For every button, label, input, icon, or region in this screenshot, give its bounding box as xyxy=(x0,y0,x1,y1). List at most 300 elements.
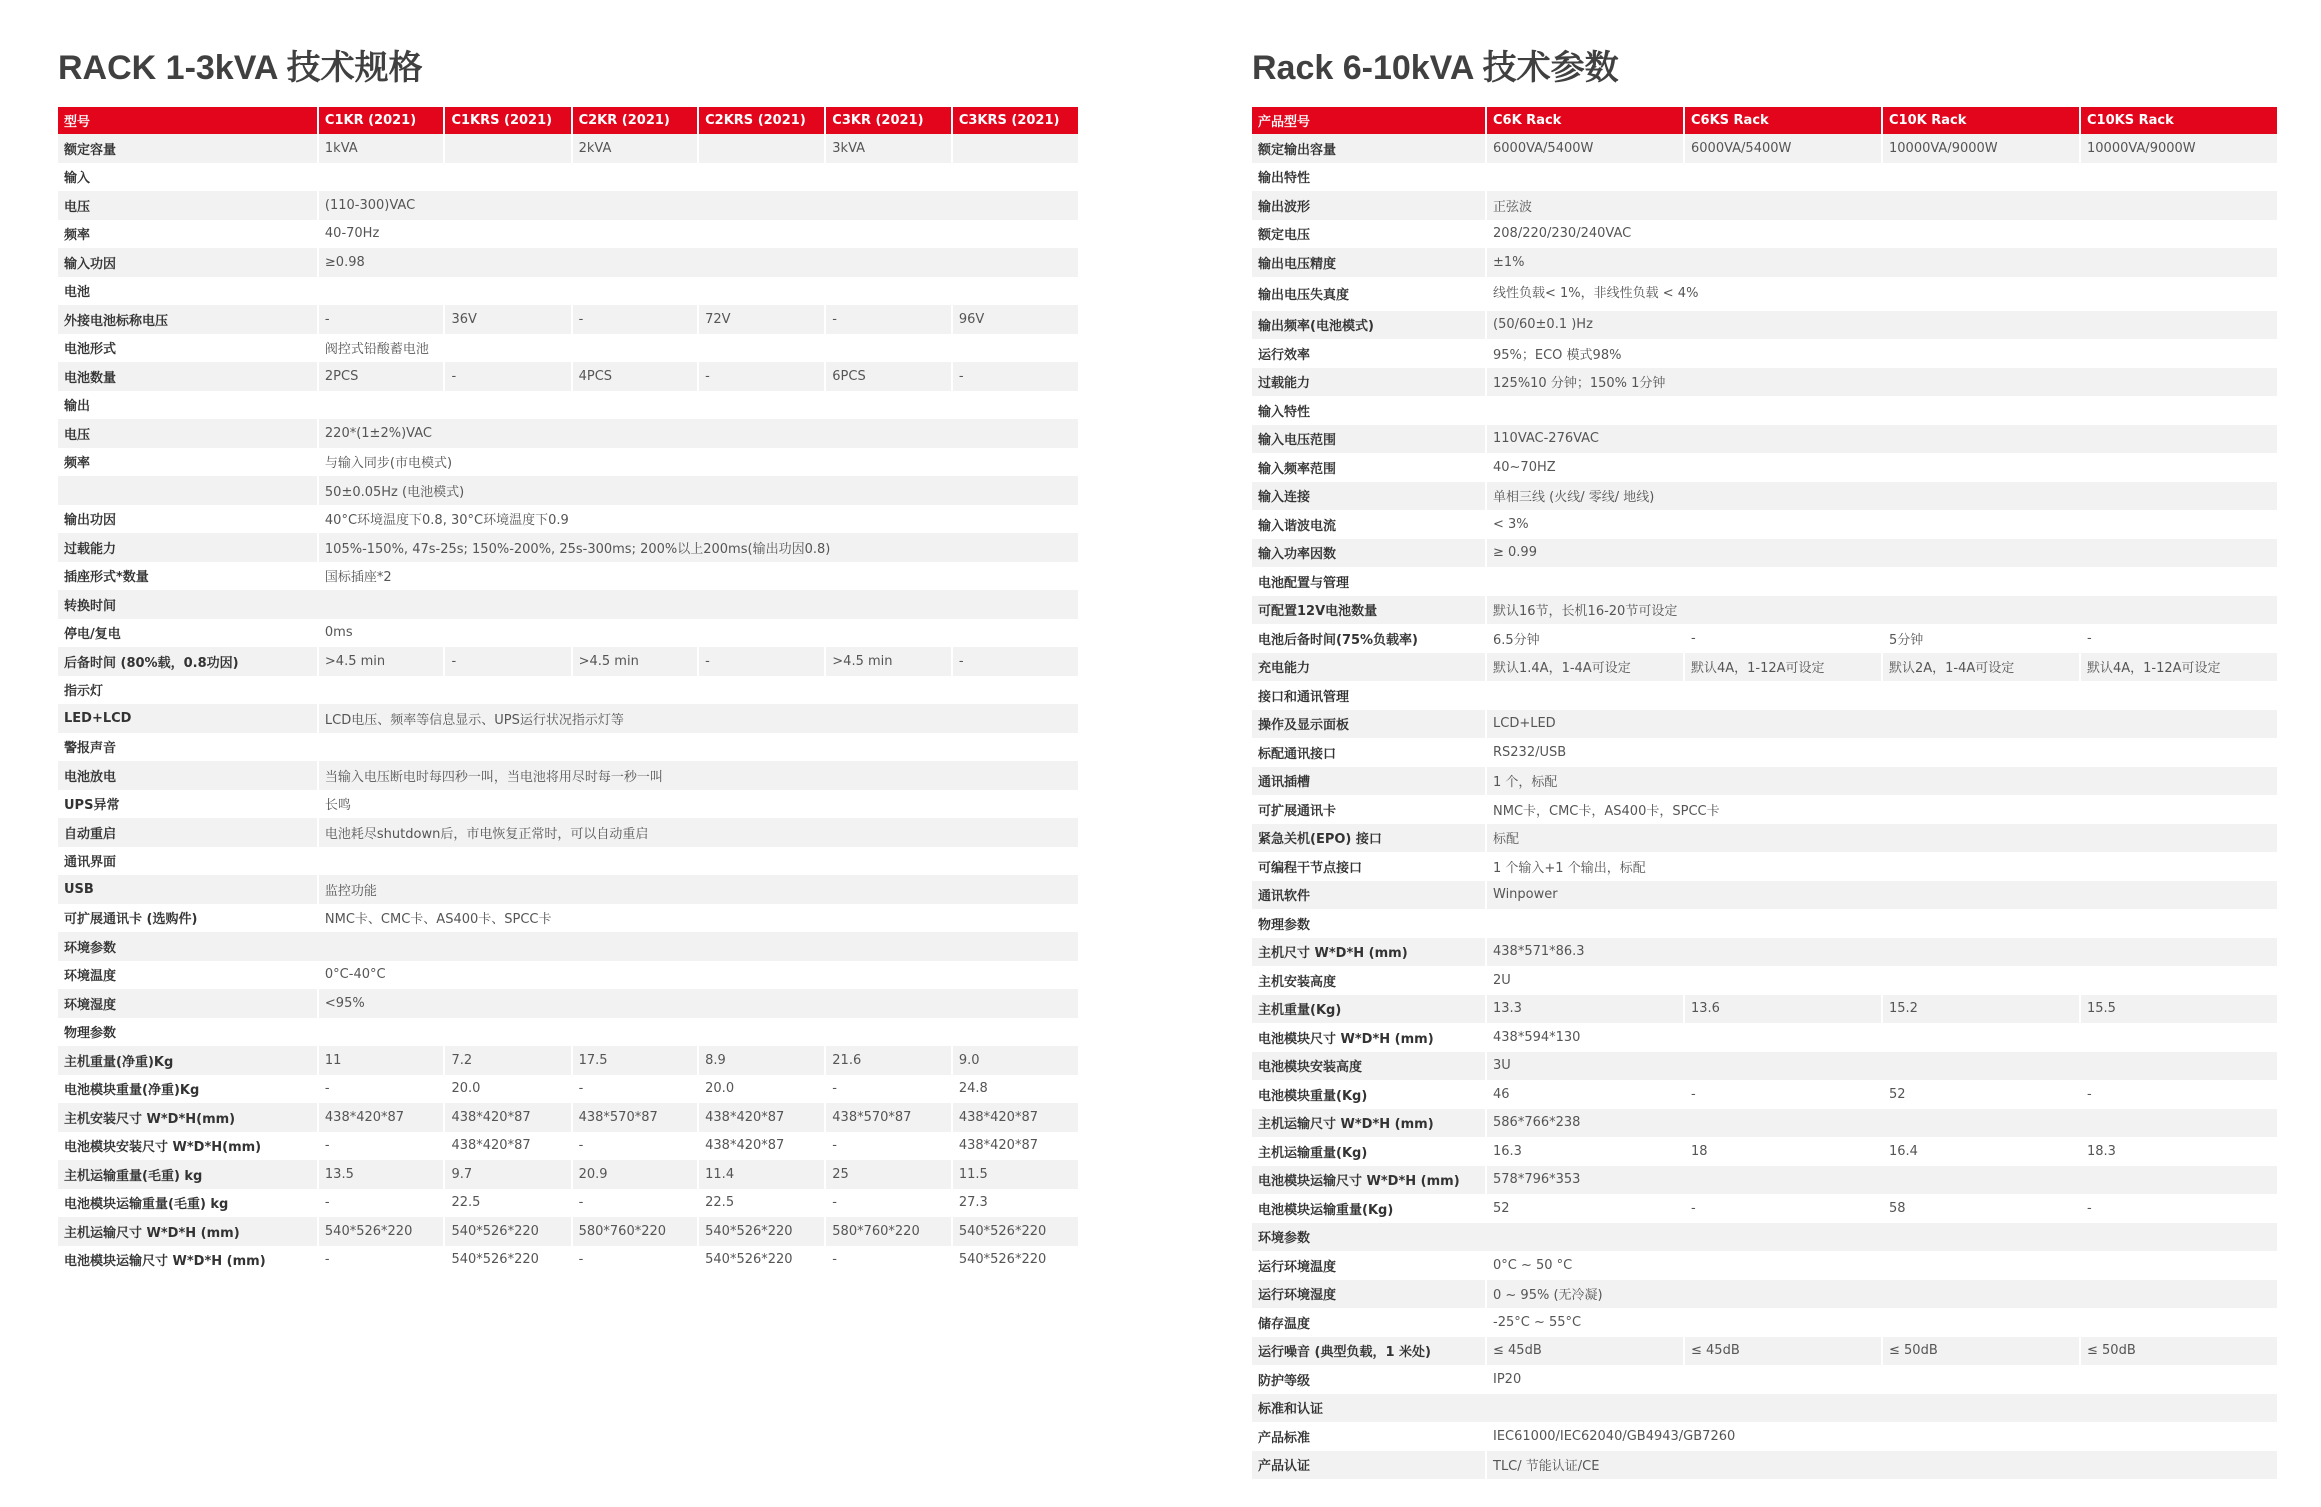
row-label: 标配通讯接口 xyxy=(1252,738,1485,767)
row-value: >4.5 min xyxy=(571,647,698,676)
row-value: 13.3 xyxy=(1485,995,1683,1024)
row-label: 主机运输尺寸 W*D*H (mm) xyxy=(58,1217,317,1246)
right-header-cell: C10KS Rack xyxy=(2079,107,2277,134)
table-row xyxy=(1252,482,2277,511)
row-label: 防护等级 xyxy=(1252,1365,1485,1394)
row-label: 主机安装高度 xyxy=(1252,966,1485,995)
left-header-cell: C1KR (2021) xyxy=(317,107,444,134)
row-value: 95%；ECO 模式98% xyxy=(1485,339,2277,368)
row-label: 主机运输重量(Kg) xyxy=(1252,1137,1485,1166)
row-label: 输入特性 xyxy=(1252,396,2277,425)
row-value: Winpower xyxy=(1485,881,2277,910)
row-value: 578*796*353 xyxy=(1485,1166,2277,1195)
left-header-cell: C3KR (2021) xyxy=(824,107,951,134)
row-value: 8.9 xyxy=(697,1046,824,1075)
row-value: - xyxy=(2079,1080,2277,1109)
right-header-cell: C6K Rack xyxy=(1485,107,1683,134)
table-row xyxy=(1252,368,2277,397)
section-row xyxy=(58,391,1078,420)
table-row xyxy=(58,562,1078,591)
row-label: 输出功因 xyxy=(58,505,317,534)
row-label: 运行噪音 (典型负载，1 米处) xyxy=(1252,1337,1485,1366)
row-value: 5分钟 xyxy=(1881,624,2079,653)
row-label: 主机运输重量(毛重) kg xyxy=(58,1160,317,1189)
row-value: 438*420*87 xyxy=(317,1103,444,1132)
row-value: 1 个输入+1 个输出，标配 xyxy=(1485,852,2277,881)
right-header-cell: 产品型号 xyxy=(1252,107,1485,134)
row-label: 停电/复电 xyxy=(58,619,317,648)
table-row xyxy=(58,419,1078,448)
row-value: 20.0 xyxy=(443,1075,570,1104)
row-value: 438*420*87 xyxy=(443,1132,570,1161)
left-header-cell: C2KRS (2021) xyxy=(697,107,824,134)
row-value: 96V xyxy=(951,305,1078,334)
section-row xyxy=(58,676,1078,705)
row-label: USB xyxy=(58,875,317,904)
row-value: 默认4A，1-12A可设定 xyxy=(2079,653,2277,682)
row-value: 72V xyxy=(697,305,824,334)
row-label: 外接电池标称电压 xyxy=(58,305,317,334)
table-row xyxy=(1252,966,2277,995)
row-value: - xyxy=(317,1132,444,1161)
row-value: 6PCS xyxy=(824,362,951,391)
table-row xyxy=(1252,339,2277,368)
row-value: - xyxy=(1683,1194,1881,1223)
table-row xyxy=(58,334,1078,363)
row-value: - xyxy=(824,1075,951,1104)
row-value: 16.4 xyxy=(1881,1137,2079,1166)
row-label: 电池模块运输重量(毛重) kg xyxy=(58,1189,317,1218)
section-row xyxy=(58,932,1078,961)
row-value: >4.5 min xyxy=(317,647,444,676)
table-row xyxy=(58,1132,1078,1161)
table-row xyxy=(1252,795,2277,824)
section-row xyxy=(1252,681,2277,710)
row-value: 3U xyxy=(1485,1052,2277,1081)
row-value: - xyxy=(824,1132,951,1161)
row-value: - xyxy=(571,305,698,334)
row-value: 11.4 xyxy=(697,1160,824,1189)
row-value: >4.5 min xyxy=(824,647,951,676)
table-row xyxy=(58,134,1078,163)
row-value: - xyxy=(824,305,951,334)
table-row xyxy=(1252,1422,2277,1451)
row-value: 13.6 xyxy=(1683,995,1881,1024)
row-value: 540*526*220 xyxy=(443,1217,570,1246)
row-value: 18 xyxy=(1683,1137,1881,1166)
table-row xyxy=(58,904,1078,933)
table-row xyxy=(1252,1194,2277,1223)
row-label: 额定容量 xyxy=(58,134,317,163)
row-value: 540*526*220 xyxy=(317,1217,444,1246)
row-value xyxy=(443,134,570,163)
row-value: 438*571*86.3 xyxy=(1485,938,2277,967)
row-label: 环境参数 xyxy=(58,932,1078,961)
row-label: 后备时间 (80%载，0.8功因) xyxy=(58,647,317,676)
row-value: 13.5 xyxy=(317,1160,444,1189)
right-header-cell: C10K Rack xyxy=(1881,107,2079,134)
row-value: 438*594*130 xyxy=(1485,1023,2277,1052)
row-value: 40°C环境温度下0.8, 30°C环境温度下0.9 xyxy=(317,505,1078,534)
row-label: 运行环境湿度 xyxy=(1252,1280,1485,1309)
row-label: 储存温度 xyxy=(1252,1308,1485,1337)
section-row xyxy=(58,847,1078,876)
row-value: - xyxy=(824,1246,951,1275)
row-value: 与输入同步(市电模式) xyxy=(317,448,1078,477)
row-value: 540*526*220 xyxy=(951,1246,1078,1275)
table-row xyxy=(1252,248,2277,277)
table-row xyxy=(58,533,1078,562)
table-row xyxy=(1252,453,2277,482)
row-value: ≤ 50dB xyxy=(1881,1337,2079,1366)
row-value: 正弦波 xyxy=(1485,191,2277,220)
row-label: 产品标准 xyxy=(1252,1422,1485,1451)
row-value: 0 ~ 95% (无冷凝) xyxy=(1485,1280,2277,1309)
row-value: 3kVA xyxy=(824,134,951,163)
row-label: 插座形式*数量 xyxy=(58,562,317,591)
right-header-row xyxy=(1252,107,2277,134)
table-row xyxy=(58,1075,1078,1104)
row-label: 接口和通讯管理 xyxy=(1252,681,2277,710)
row-value: 20.0 xyxy=(697,1075,824,1104)
table-row xyxy=(1252,1023,2277,1052)
table-row xyxy=(58,1189,1078,1218)
table-row xyxy=(1252,1109,2277,1138)
row-value: 438*420*87 xyxy=(443,1103,570,1132)
row-value: 0°C-40°C xyxy=(317,961,1078,990)
row-value: 0ms xyxy=(317,619,1078,648)
row-label: 主机重量(净重)Kg xyxy=(58,1046,317,1075)
table-row xyxy=(1252,425,2277,454)
table-row xyxy=(1252,824,2277,853)
row-value: 438*420*87 xyxy=(951,1132,1078,1161)
row-value: - xyxy=(2079,1194,2277,1223)
table-row xyxy=(1252,277,2277,311)
table-row xyxy=(58,1046,1078,1075)
row-label: 电池模块运输尺寸 W*D*H (mm) xyxy=(58,1246,317,1275)
row-label: 警报声音 xyxy=(58,733,1078,762)
row-value: 50±0.05Hz (电池模式) xyxy=(317,476,1078,505)
table-row xyxy=(58,505,1078,534)
table-row xyxy=(1252,1080,2277,1109)
table-row xyxy=(58,961,1078,990)
left-header-cell: C2KR (2021) xyxy=(571,107,698,134)
row-value: - xyxy=(317,305,444,334)
row-value: 586*766*238 xyxy=(1485,1109,2277,1138)
row-label: 电池后备时间(75%负载率) xyxy=(1252,624,1485,653)
row-label: 过载能力 xyxy=(58,533,317,562)
row-value: <95% xyxy=(317,989,1078,1018)
row-value: 15.2 xyxy=(1881,995,2079,1024)
row-value: 默认16节，长机16-20节可设定 xyxy=(1485,596,2277,625)
row-value: LCD电压、频率等信息显示、UPS运行状况指示灯等 xyxy=(317,704,1078,733)
row-value: 9.7 xyxy=(443,1160,570,1189)
row-value: 18.3 xyxy=(2079,1137,2277,1166)
row-value: < 3% xyxy=(1485,510,2277,539)
row-value: 36V xyxy=(443,305,570,334)
row-value: 6000VA/5400W xyxy=(1485,134,1683,163)
row-value: 438*420*87 xyxy=(697,1103,824,1132)
row-label: 电池模块重量(Kg) xyxy=(1252,1080,1485,1109)
row-label: 运行环境温度 xyxy=(1252,1251,1485,1280)
row-value: ±1% xyxy=(1485,248,2277,277)
row-value: 阀控式铅酸蓄电池 xyxy=(317,334,1078,363)
table-row xyxy=(1252,995,2277,1024)
table-row xyxy=(1252,938,2277,967)
table-row xyxy=(58,647,1078,676)
row-label: 电池模块安装高度 xyxy=(1252,1052,1485,1081)
table-row xyxy=(1252,596,2277,625)
row-value xyxy=(697,134,824,163)
row-value: 1kVA xyxy=(317,134,444,163)
table-row xyxy=(58,761,1078,790)
table-row xyxy=(58,875,1078,904)
table-row xyxy=(1252,1308,2277,1337)
row-value: 540*526*220 xyxy=(697,1217,824,1246)
row-label: 指示灯 xyxy=(58,676,1078,705)
row-label: 环境湿度 xyxy=(58,989,317,1018)
row-value: 125%10 分钟；150% 1分钟 xyxy=(1485,368,2277,397)
row-value: ≤ 50dB xyxy=(2079,1337,2277,1366)
section-row xyxy=(1252,163,2277,192)
table-row xyxy=(1252,852,2277,881)
row-label: 电池放电 xyxy=(58,761,317,790)
row-value: 6.5分钟 xyxy=(1485,624,1683,653)
table-row xyxy=(58,704,1078,733)
row-label: 额定输出容量 xyxy=(1252,134,1485,163)
row-value: 标配 xyxy=(1485,824,2277,853)
section-row xyxy=(1252,909,2277,938)
row-value: 40-70Hz xyxy=(317,220,1078,249)
table-row xyxy=(1252,738,2277,767)
row-label: 电池模块运输重量(Kg) xyxy=(1252,1194,1485,1223)
row-value: - xyxy=(571,1132,698,1161)
row-label: 通讯界面 xyxy=(58,847,1078,876)
left-header-cell: 型号 xyxy=(58,107,317,134)
row-value: 208/220/230/240VAC xyxy=(1485,220,2277,249)
row-value: 17.5 xyxy=(571,1046,698,1075)
table-row xyxy=(1252,1052,2277,1081)
row-label: 环境参数 xyxy=(1252,1223,2277,1252)
left-header-cell: C1KRS (2021) xyxy=(443,107,570,134)
row-value: 110VAC-276VAC xyxy=(1485,425,2277,454)
row-label: 通讯软件 xyxy=(1252,881,1485,910)
table-row xyxy=(1252,220,2277,249)
row-value: 10000VA/9000W xyxy=(2079,134,2277,163)
row-value: 438*420*87 xyxy=(951,1103,1078,1132)
row-value: 46 xyxy=(1485,1080,1683,1109)
row-value: - xyxy=(317,1075,444,1104)
row-label: 物理参数 xyxy=(1252,909,2277,938)
row-value: 438*570*87 xyxy=(824,1103,951,1132)
row-label: 输入频率范围 xyxy=(1252,453,1485,482)
row-value: - xyxy=(697,647,824,676)
row-label: 输出特性 xyxy=(1252,163,2277,192)
left-header-cell: C3KRS (2021) xyxy=(951,107,1078,134)
row-value: 10000VA/9000W xyxy=(1881,134,2079,163)
row-label: 电池形式 xyxy=(58,334,317,363)
row-value: 580*760*220 xyxy=(824,1217,951,1246)
row-label: UPS异常 xyxy=(58,790,317,819)
row-label: 通讯插槽 xyxy=(1252,767,1485,796)
left-spec-table xyxy=(58,107,1078,1274)
row-label: 输出波形 xyxy=(1252,191,1485,220)
row-value: 25 xyxy=(824,1160,951,1189)
row-label: 电池模块运输尺寸 W*D*H (mm) xyxy=(1252,1166,1485,1195)
row-value: 16.3 xyxy=(1485,1137,1683,1166)
row-value: - xyxy=(1683,1080,1881,1109)
table-row xyxy=(1252,1251,2277,1280)
row-label: 输入功因 xyxy=(58,248,317,277)
table-row xyxy=(58,448,1078,477)
section-row xyxy=(1252,396,2277,425)
table-row xyxy=(1252,1280,2277,1309)
table-row xyxy=(58,305,1078,334)
row-value: 线性负载< 1%，非线性负载 < 4% xyxy=(1485,277,2277,311)
table-row xyxy=(1252,311,2277,340)
row-value: 105%-150%, 47s-25s; 150%-200%, 25s-300ms; 200%以上200ms(输出功因0.8) xyxy=(317,533,1078,562)
table-row xyxy=(58,989,1078,1018)
row-value: 21.6 xyxy=(824,1046,951,1075)
table-row xyxy=(1252,881,2277,910)
row-label: 输入电压范围 xyxy=(1252,425,1485,454)
row-value: 默认1.4A，1-4A可设定 xyxy=(1485,653,1683,682)
row-label: 物理参数 xyxy=(58,1018,1078,1047)
row-label: 电压 xyxy=(58,191,317,220)
row-label: 电池 xyxy=(58,277,1078,306)
row-label: 过载能力 xyxy=(1252,368,1485,397)
row-value: - xyxy=(443,647,570,676)
row-label xyxy=(58,476,317,505)
row-label: 额定电压 xyxy=(1252,220,1485,249)
row-value: 6000VA/5400W xyxy=(1683,134,1881,163)
row-value: ≤ 45dB xyxy=(1485,1337,1683,1366)
row-value: TLC/ 节能认证/CE xyxy=(1485,1451,2277,1480)
row-value: 540*526*220 xyxy=(443,1246,570,1275)
row-label: 电压 xyxy=(58,419,317,448)
right-header-cell: C6KS Rack xyxy=(1683,107,1881,134)
row-value: - xyxy=(571,1189,698,1218)
row-value: ≤ 45dB xyxy=(1683,1337,1881,1366)
row-value: ≥ 0.99 xyxy=(1485,539,2277,568)
table-row xyxy=(1252,1137,2277,1166)
row-value: 国标插座*2 xyxy=(317,562,1078,591)
row-label: 输入功率因数 xyxy=(1252,539,1485,568)
row-value: - xyxy=(443,362,570,391)
row-value: IEC61000/IEC62040/GB4943/GB7260 xyxy=(1485,1422,2277,1451)
table-row xyxy=(58,1246,1078,1275)
row-label: 可编程干节点接口 xyxy=(1252,852,1485,881)
row-label: 主机安装尺寸 W*D*H(mm) xyxy=(58,1103,317,1132)
table-row xyxy=(58,191,1078,220)
section-row xyxy=(1252,1394,2277,1423)
row-value: LCD+LED xyxy=(1485,710,2277,739)
row-value: 52 xyxy=(1881,1080,2079,1109)
row-label: 输出 xyxy=(58,391,1078,420)
section-row xyxy=(58,277,1078,306)
row-label: 运行效率 xyxy=(1252,339,1485,368)
row-value: 580*760*220 xyxy=(571,1217,698,1246)
table-row xyxy=(58,1160,1078,1189)
row-value: RS232/USB xyxy=(1485,738,2277,767)
row-value: 2PCS xyxy=(317,362,444,391)
row-value: 默认4A，1-12A可设定 xyxy=(1683,653,1881,682)
row-value: IP20 xyxy=(1485,1365,2277,1394)
row-value: 1 个，标配 xyxy=(1485,767,2277,796)
row-value: 40~70HZ xyxy=(1485,453,2277,482)
right-title: Rack 6-10kVA 技术参数 xyxy=(1252,49,1619,87)
row-label: 电池模块安装尺寸 W*D*H(mm) xyxy=(58,1132,317,1161)
table-row xyxy=(1252,653,2277,682)
row-value: 27.3 xyxy=(951,1189,1078,1218)
row-value: 20.9 xyxy=(571,1160,698,1189)
row-value: - xyxy=(571,1075,698,1104)
row-label: 主机尺寸 W*D*H (mm) xyxy=(1252,938,1485,967)
row-value: - xyxy=(824,1189,951,1218)
row-label: 电池模块重量(净重)Kg xyxy=(58,1075,317,1104)
table-row xyxy=(1252,510,2277,539)
row-label: 输入连接 xyxy=(1252,482,1485,511)
row-value: 540*526*220 xyxy=(951,1217,1078,1246)
row-value: 0°C ~ 50 °C xyxy=(1485,1251,2277,1280)
table-row xyxy=(58,818,1078,847)
table-row xyxy=(1252,767,2277,796)
row-value: 单相三线 (火线/ 零线/ 地线) xyxy=(1485,482,2277,511)
section-row xyxy=(58,590,1078,619)
row-value: - xyxy=(951,362,1078,391)
row-value: 默认2A，1-4A可设定 xyxy=(1881,653,2079,682)
row-label: 频率 xyxy=(58,448,317,477)
row-label: 可扩展通讯卡 (选购件) xyxy=(58,904,317,933)
row-value: 11 xyxy=(317,1046,444,1075)
row-value: 58 xyxy=(1881,1194,2079,1223)
table-row xyxy=(58,362,1078,391)
row-value: 7.2 xyxy=(443,1046,570,1075)
row-value: 当输入电压断电时每四秒一叫，当电池将用尽时每一秒一叫 xyxy=(317,761,1078,790)
table-row xyxy=(1252,624,2277,653)
row-label: 可扩展通讯卡 xyxy=(1252,795,1485,824)
row-value: (50/60±0.1 )Hz xyxy=(1485,311,2277,340)
row-value: 15.5 xyxy=(2079,995,2277,1024)
row-label: 主机运输尺寸 W*D*H (mm) xyxy=(1252,1109,1485,1138)
left-title: RACK 1-3kVA 技术规格 xyxy=(58,49,423,87)
table-row xyxy=(1252,1451,2277,1480)
table-row xyxy=(1252,134,2277,163)
table-row xyxy=(58,1217,1078,1246)
left-header-row xyxy=(58,107,1078,134)
row-label: 电池数量 xyxy=(58,362,317,391)
row-value: - xyxy=(697,362,824,391)
row-value: 2kVA xyxy=(571,134,698,163)
row-value: - xyxy=(317,1246,444,1275)
row-label: 转换时间 xyxy=(58,590,1078,619)
table-row xyxy=(1252,710,2277,739)
section-row xyxy=(58,733,1078,762)
section-row xyxy=(58,1018,1078,1047)
row-label: 电池配置与管理 xyxy=(1252,567,2277,596)
row-label: 输出电压精度 xyxy=(1252,248,1485,277)
row-label: 电池模块尺寸 W*D*H (mm) xyxy=(1252,1023,1485,1052)
row-value: - xyxy=(1683,624,1881,653)
row-value: -25°C ~ 55°C xyxy=(1485,1308,2277,1337)
row-label: 环境温度 xyxy=(58,961,317,990)
right-spec-table xyxy=(1252,107,2277,1479)
row-label: 产品认证 xyxy=(1252,1451,1485,1480)
table-row xyxy=(58,476,1078,505)
row-label: 主机重量(Kg) xyxy=(1252,995,1485,1024)
row-label: 输入谐波电流 xyxy=(1252,510,1485,539)
row-label: 充电能力 xyxy=(1252,653,1485,682)
